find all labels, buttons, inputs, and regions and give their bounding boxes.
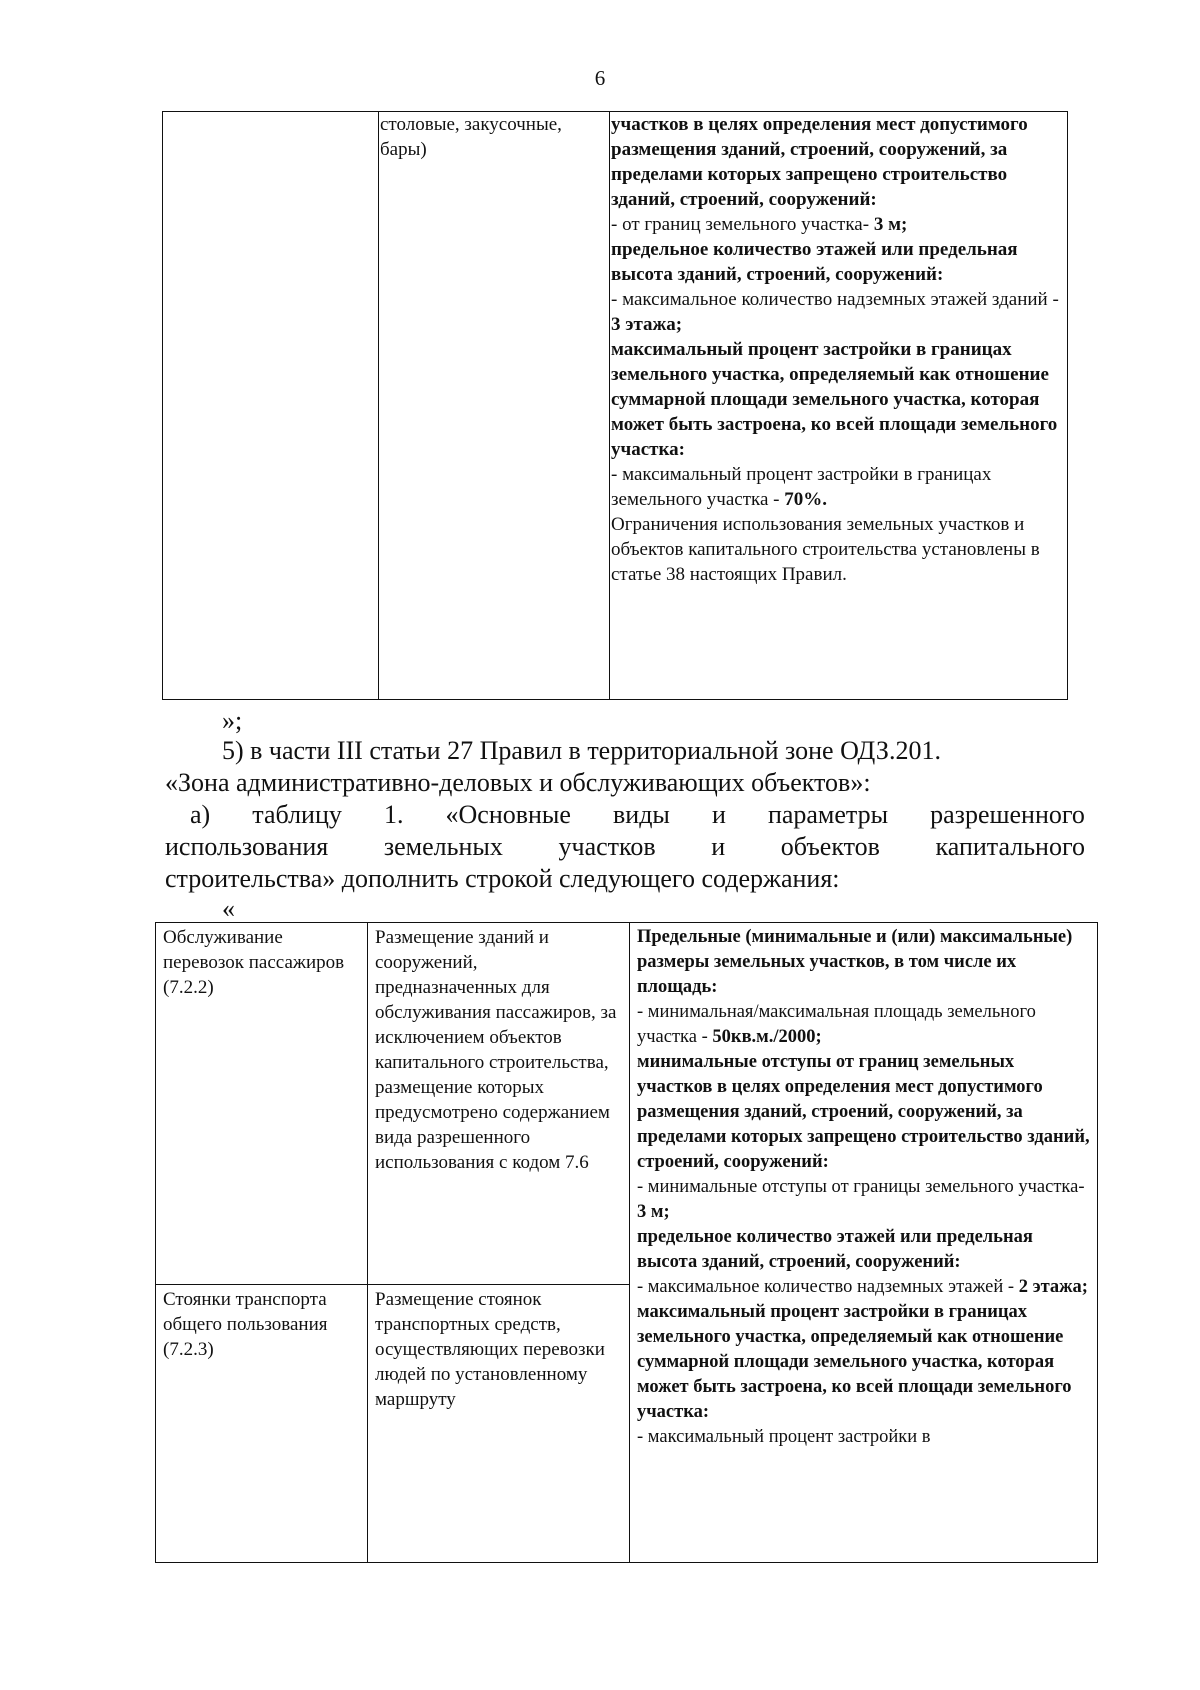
parameter-item: минимальные отступы от границ земельных участков в целях определения мест допустимого размещения зданий, строений, сооружений, за пределами которых запрещено строительство зданий, строений, сооружений: bbox=[637, 1052, 1090, 1172]
parameter-item: - минимальная/максимальная площадь земельного участка - 50кв.м./2000; bbox=[637, 1002, 1036, 1047]
paragraph-a-line-1-word: разрешенного bbox=[930, 800, 1085, 829]
table-row bbox=[156, 923, 1098, 1285]
parameter-item: участков в целях определения мест допустимого размещения зданий, строений, сооружений, за пределами которых запрещено строительство зданий, строений, сооружений: bbox=[611, 114, 1028, 210]
paragraph-a-line-1-word: параметры bbox=[767, 800, 889, 829]
table2-parameters-cell bbox=[630, 923, 1098, 1563]
paragraph-a-line-1-word: «Основные bbox=[445, 800, 571, 829]
parameter-item: предельное количество этажей или предельная высота зданий, строений, сооружений: bbox=[637, 1227, 1033, 1272]
closing-quote: »; bbox=[222, 706, 243, 735]
parameter-item: - максимальный процент застройки в bbox=[637, 1427, 931, 1447]
parameter-item: - максимальный процент застройки в границах земельного участка - 70%. bbox=[611, 464, 992, 510]
table1-col2-cell: столовые, закусочные, бары) bbox=[379, 112, 610, 700]
paragraph-a-line-2-word: капитального bbox=[935, 832, 1085, 861]
paragraph-a-line-1-word: а) bbox=[190, 800, 211, 829]
table2-row1-description: Размещение зданий и сооружений, предназначенных для обслуживания пассажиров, за исключением объектов капитального строительства, размещение которых предусмотрено содержанием вида разрешенного использования с кодом 7.6 bbox=[368, 923, 630, 1285]
paragraph-5-line-2: «Зона административно-деловых и обслуживающих объектов»: bbox=[165, 768, 871, 797]
parameter-item: Ограничения использования земельных участков и объектов капитального строительства установлены в статье 38 настоящих Правил. bbox=[611, 514, 1040, 585]
table-continuation bbox=[162, 111, 1068, 700]
parameter-item: максимальный процент застройки в границах земельного участка, определяемый как отношение суммарной площади земельного участка, которая может быть застроена, ко всей площади земельного участка: bbox=[637, 1302, 1072, 1422]
page-number: 6 bbox=[594, 66, 606, 90]
table2-row2-description: Размещение стоянок транспортных средств, осуществляющих перевозки людей по установленному маршруту bbox=[368, 1285, 630, 1563]
parameter-item: - от границ земельного участка- 3 м; bbox=[611, 214, 908, 235]
opening-quote: « bbox=[222, 894, 235, 923]
parameter-item: - максимальное количество надземных этажей зданий - 3 этажа; bbox=[611, 289, 1059, 335]
paragraph-a-line-1-word: 1. bbox=[383, 800, 404, 829]
paragraph-a-line-2-word: использования bbox=[165, 832, 329, 861]
paragraph-a-line-2-word: участков bbox=[558, 832, 656, 861]
paragraph-5-line-1: 5) в части III статьи 27 Правил в территориальной зоне ОДЗ.201. bbox=[222, 736, 941, 765]
table-row bbox=[163, 112, 1068, 700]
parameters-list bbox=[611, 112, 1066, 587]
paragraph-a-line-2-word: земельных bbox=[383, 832, 503, 861]
paragraph-a-line-2-word: объектов bbox=[780, 832, 880, 861]
parameter-item: Предельные (минимальные и (или) максимальные) размеры земельных участков, в том числе их площадь: bbox=[637, 927, 1073, 997]
paragraph-a-line-1-word: таблицу bbox=[252, 800, 342, 829]
table2-row2-name: Стоянки транспорта общего пользования (7.2.3) bbox=[156, 1285, 368, 1563]
paragraph-a-line-1-word: и bbox=[711, 800, 726, 829]
paragraph-a-line-1-word: виды bbox=[613, 800, 670, 829]
table2-row1-name: Обслуживание перевозок пассажиров (7.2.2) bbox=[156, 923, 368, 1285]
paragraph-a-line-2-word: и bbox=[711, 832, 726, 861]
table1-parameters-cell bbox=[610, 112, 1068, 700]
parameters-list bbox=[637, 925, 1090, 1450]
parameter-item: - максимальное количество надземных этажей - 2 этажа; bbox=[637, 1277, 1088, 1297]
paragraph-a-line-1 bbox=[190, 799, 1085, 831]
parameter-item: максимальный процент застройки в границах земельного участка, определяемый как отношение суммарной площади земельного участка, которая может быть застроена, ко всей площади земельного участка: bbox=[611, 339, 1058, 460]
table-additional-rows bbox=[155, 922, 1098, 1563]
paragraph-a-line-3: строительства» дополнить строкой следующего содержания: bbox=[165, 864, 840, 893]
parameter-item: - минимальные отступы от границы земельного участка- 3 м; bbox=[637, 1177, 1085, 1222]
paragraph-a-line-2 bbox=[165, 831, 1085, 863]
table1-col1-cell bbox=[163, 112, 379, 700]
parameter-item: предельное количество этажей или предельная высота зданий, строений, сооружений: bbox=[611, 239, 1018, 285]
